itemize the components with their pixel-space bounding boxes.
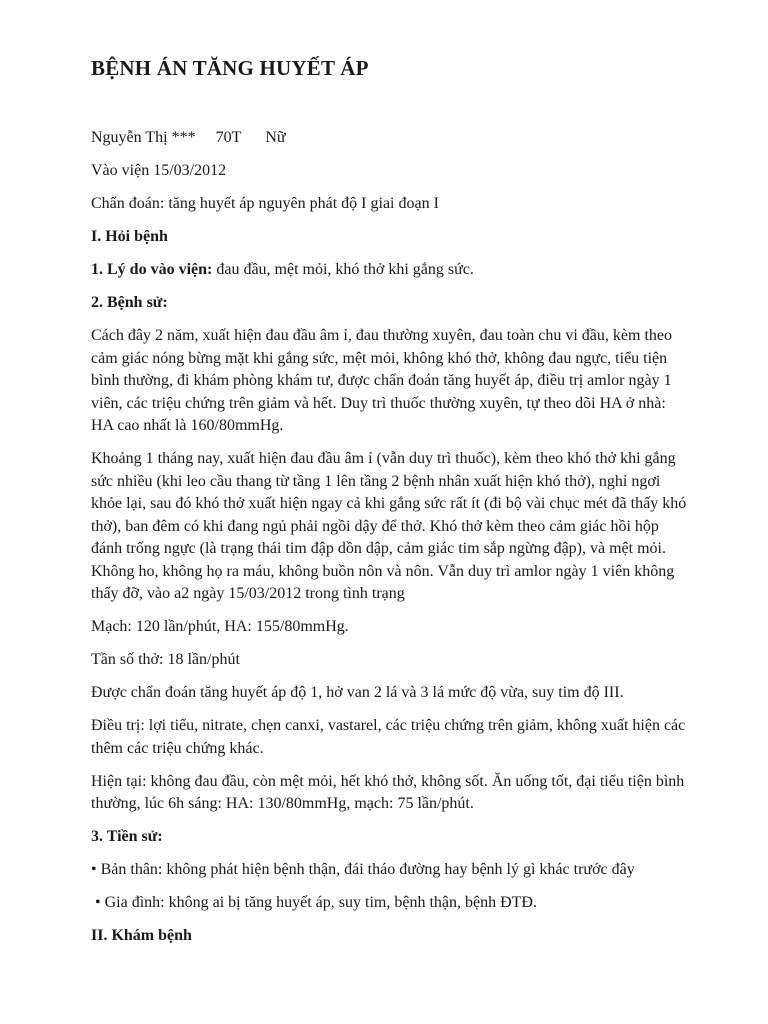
document-page [91, 56, 691, 958]
section-heading-examination: II. Khám bệnh [91, 927, 192, 944]
vital-signs-pulse-bp: Mạch: 120 lần/phút, HA: 155/80mmHg. [91, 618, 349, 635]
subsection-heading-past-history: 3. Tiền sử: [91, 828, 163, 845]
admission-reason-text: đau đầu, mệt mỏi, khó thở khi gắng sức. [212, 261, 474, 278]
past-history-personal: • Bản thân: không phát hiện bệnh thận, đái tháo đường hay bệnh lý gì khác trước đây [91, 861, 635, 878]
document-title: BỆNH ÁN TĂNG HUYẾT ÁP [91, 56, 369, 80]
vital-signs-respiration: Tần số thở: 18 lần/phút [91, 651, 240, 668]
patient-age: 70T [215, 129, 242, 146]
history-diagnosis: Được chẩn đoán tăng huyết áp độ 1, hở van 2 lá và 3 lá mức độ vừa, suy tim độ III. [91, 684, 624, 701]
section-heading-history-taking: I. Hỏi bệnh [91, 228, 168, 245]
subsection-heading-medical-history: 2. Bệnh sử: [91, 294, 168, 311]
current-status: Hiện tại: không đau đầu, còn mệt mỏi, hết khó thở, không sốt. Ăn uống tốt, đại tiểu tiện bình thường, lúc 6h sáng: HA: 130/80mmHg, mạch: 75 lần/phút. [91, 772, 685, 812]
patient-name: Nguyễn Thị *** [91, 129, 196, 146]
patient-info [91, 127, 691, 150]
history-paragraph: Cách đây 2 năm, xuất hiện đau đầu âm ỉ, đau thường xuyên, đau toàn chu vi đầu, kèm theo cảm giác nóng bừng mặt khi gắng sức, mệt mỏi, không khó thở, không đau ngực, tiểu tiện bình thường, đi khám phòng khám tư, được chẩn đoán tăng huyết áp, điều trị amlor ngày 1 viên, các triệu chứng trên giảm và hết. Duy trì thuốc thường xuyên, tự theo dõi HA ở nhà: HA cao nhất là 160/80mmHg. [91, 327, 672, 434]
admission-reason-label: 1. Lý do vào viện: [91, 261, 213, 278]
history-paragraph: Khoảng 1 tháng nay, xuất hiện đau đầu âm ỉ (vẫn duy trì thuốc), kèm theo khó thở khi gắng sức nhiều (khi leo cầu thang từ tầng 1 lên tầng 2 bệnh nhân xuất hiện khó thở), nghỉ ngơi khỏe lại, sau đó khó thở xuất hiện ngay cả khi gắng sức rất ít (đi bộ vài chục mét đã thấy khó thở), ban đêm có khi đang ngủ phải ngồi dậy để thở. Khó thở kèm theo cảm giác hồi hộp đánh trống ngực (là trạng thái tim đập dồn dập, cảm giác tim sắp ngừng đập), và mệt mỏi. Không ho, không họ ra máu, không buồn nôn và nôn. Vẫn duy trì amlor ngày 1 viên không thấy đỡ, vào a2 ngày 15/03/2012 trong tình trạng [91, 450, 687, 602]
patient-sex: Nữ [265, 129, 286, 146]
admission-reason [91, 259, 691, 282]
past-history-family: • Gia đình: không ai bị tăng huyết áp, suy tim, bệnh thận, bệnh ĐTĐ. [95, 894, 537, 911]
history-treatment: Điều trị: lợi tiểu, nitrate, chẹn canxi, vastarel, các triệu chứng trên giảm, không xuất hiện các thêm các triệu chứng khác. [91, 717, 686, 757]
admission-date: Vào viện 15/03/2012 [91, 162, 227, 179]
diagnosis: Chẩn đoán: tăng huyết áp nguyên phát độ I giai đoạn I [91, 195, 439, 212]
